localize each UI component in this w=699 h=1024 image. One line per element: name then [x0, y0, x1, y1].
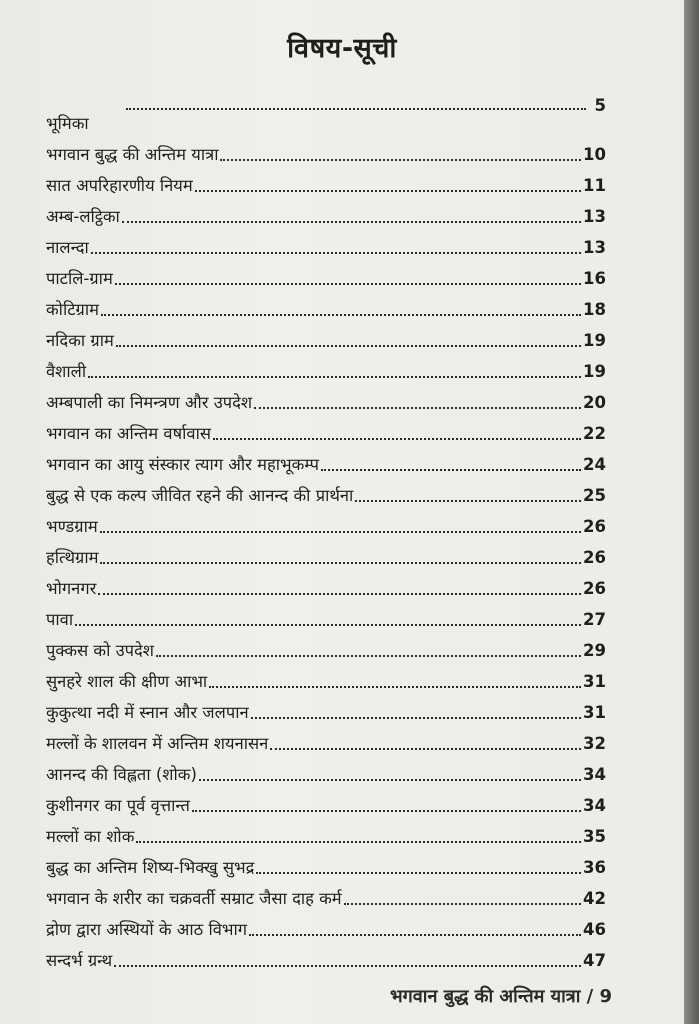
dot-leader	[114, 965, 581, 967]
toc-entry-title: सन्दर्भ ग्रन्थ	[46, 951, 113, 970]
toc-entry-page: 35	[583, 827, 606, 846]
toc-entry-title: आनन्द की विह्लता (शोक)	[46, 765, 197, 784]
toc-entry-page: 36	[583, 858, 606, 877]
toc-entry-title: भण्डग्राम	[46, 517, 98, 536]
toc-entry-title: भोगनगर	[46, 579, 97, 598]
toc-entry-page: 31	[583, 703, 606, 722]
toc-entry	[46, 661, 606, 692]
toc-entry-title: मल्लों का शोक	[46, 827, 135, 846]
dot-leader	[116, 345, 581, 347]
toc-entry-title: नदिका ग्राम	[46, 331, 114, 350]
toc-entry-title: अम्बपाली का निमन्त्रण और उपदेश	[46, 393, 253, 412]
dot-leader	[220, 159, 581, 161]
dot-leader	[199, 779, 581, 781]
toc-entry	[46, 909, 606, 940]
toc-entry-title: कुकुत्था नदी में स्नान और जलपान	[46, 703, 249, 722]
toc-entry-title: पुक्कस को उपदेश	[46, 641, 155, 660]
toc-entry-page: 19	[583, 362, 606, 381]
toc-entry-page: 18	[583, 300, 606, 319]
toc-entry	[46, 568, 606, 599]
dot-leader	[126, 108, 586, 110]
dot-leader	[209, 686, 581, 688]
toc-entry	[46, 475, 606, 506]
toc-entry-page: 26	[583, 548, 606, 567]
table-of-contents	[46, 94, 606, 971]
toc-entry	[46, 320, 606, 351]
toc-entry	[46, 351, 606, 382]
dot-leader	[195, 190, 581, 192]
toc-entry-page: 11	[583, 176, 606, 195]
dot-leader	[251, 717, 581, 719]
toc-entry	[46, 692, 606, 723]
toc-entry	[46, 878, 606, 909]
toc-entry-page: 34	[583, 765, 606, 784]
toc-entry	[46, 599, 606, 630]
toc-entry	[46, 227, 606, 258]
toc-entry-title: भगवान के शरीर का चक्रवर्ती सम्राट जैसा दाह कर्म	[46, 889, 342, 908]
toc-entry-page: 34	[583, 796, 606, 815]
toc-entry-title: द्रोण द्वारा अस्थियों के आठ विभाग	[46, 920, 248, 939]
toc-entry-title: हत्थिग्राम	[46, 548, 99, 567]
dot-leader	[344, 903, 581, 905]
toc-entry	[46, 94, 606, 134]
toc-entry-page: 47	[583, 951, 606, 970]
toc-entry	[46, 382, 606, 413]
toc-entry-page: 19	[583, 331, 606, 350]
toc-entry-title: पावा	[46, 610, 74, 629]
dot-leader	[254, 407, 581, 409]
dot-leader	[321, 469, 581, 471]
toc-entry	[46, 506, 606, 537]
toc-entry	[46, 847, 606, 878]
dot-leader	[88, 376, 581, 378]
toc-entry-title: मल्लों के शालवन में अन्तिम शयनासन	[46, 734, 269, 753]
toc-entry-page: 16	[583, 269, 606, 288]
toc-entry-title: सुनहरे शाल की क्षीण आभा	[46, 672, 208, 691]
toc-entry-page: 13	[583, 207, 606, 226]
page-title: विषय-सूची	[287, 33, 397, 64]
running-footer: भगवान बुद्ध की अन्तिम यात्रा / 9	[390, 986, 612, 1007]
toc-entry-title: बुद्ध से एक कल्प जीवित रहने की आनन्द की प्रार्थना	[46, 486, 354, 505]
toc-entry-page: 24	[583, 455, 606, 474]
dot-leader	[100, 562, 581, 564]
toc-entry-page: 25	[583, 486, 606, 505]
dot-leader	[91, 252, 581, 254]
toc-entry-title: कुशीनगर का पूर्व वृत्तान्त	[46, 796, 190, 815]
toc-entry	[46, 754, 606, 785]
toc-entry	[46, 785, 606, 816]
book-edge	[684, 0, 699, 1024]
toc-entry	[46, 196, 606, 227]
toc-entry-title: भगवान का अन्तिम वर्षावास	[46, 424, 211, 443]
toc-entry-page: 42	[583, 889, 606, 908]
toc-entry-page: 46	[583, 920, 606, 939]
toc-entry-title: सात अपरिहारणीय नियम	[46, 176, 193, 195]
toc-entry	[46, 940, 606, 971]
dot-leader	[98, 593, 581, 595]
toc-entry	[46, 258, 606, 289]
toc-entry-page: 5	[594, 96, 606, 115]
toc-entry	[46, 289, 606, 320]
toc-entry-title: अम्ब-लट्ठिका	[46, 207, 120, 226]
toc-entry-page: 20	[583, 393, 606, 412]
toc-entry-title: बुद्ध का अन्तिम शिष्य-भिक्खु सुभद्र	[46, 858, 255, 877]
dot-leader	[249, 934, 581, 936]
toc-entry-title: भूमिका	[46, 114, 89, 133]
dot-leader	[122, 221, 581, 223]
dot-leader	[355, 500, 581, 502]
toc-entry-title: भगवान बुद्ध की अन्तिम यात्रा	[46, 145, 219, 164]
toc-entry	[46, 630, 606, 661]
dot-leader	[192, 810, 581, 812]
toc-entry-title: कोटिग्राम	[46, 300, 99, 319]
dot-leader	[270, 748, 581, 750]
toc-entry	[46, 723, 606, 754]
toc-entry	[46, 816, 606, 847]
dot-leader	[256, 872, 581, 874]
dot-leader	[213, 438, 581, 440]
dot-leader	[156, 655, 581, 657]
dot-leader	[100, 531, 581, 533]
toc-entry-page: 32	[583, 734, 606, 753]
toc-entry	[46, 444, 606, 475]
toc-entry-page: 10	[583, 145, 606, 164]
dot-leader	[115, 283, 581, 285]
toc-entry-page: 27	[583, 610, 606, 629]
toc-entry	[46, 165, 606, 196]
toc-entry-title: पाटलि-ग्राम	[46, 269, 113, 288]
toc-entry-page: 13	[583, 238, 606, 257]
toc-entry-page: 26	[583, 517, 606, 536]
toc-entry	[46, 134, 606, 165]
dot-leader	[136, 841, 581, 843]
toc-entry-page: 22	[583, 424, 606, 443]
toc-entry	[46, 537, 606, 568]
toc-entry-title: वैशाली	[46, 362, 87, 381]
toc-entry	[46, 413, 606, 444]
toc-entry-page: 29	[583, 641, 606, 660]
dot-leader	[101, 314, 581, 316]
toc-entry-title: नालन्दा	[46, 238, 89, 257]
toc-entry-page: 31	[583, 672, 606, 691]
toc-entry-page: 26	[583, 579, 606, 598]
dot-leader	[75, 624, 581, 626]
toc-entry-title: भगवान का आयु संस्कार त्याग और महाभूकम्प	[46, 455, 319, 474]
